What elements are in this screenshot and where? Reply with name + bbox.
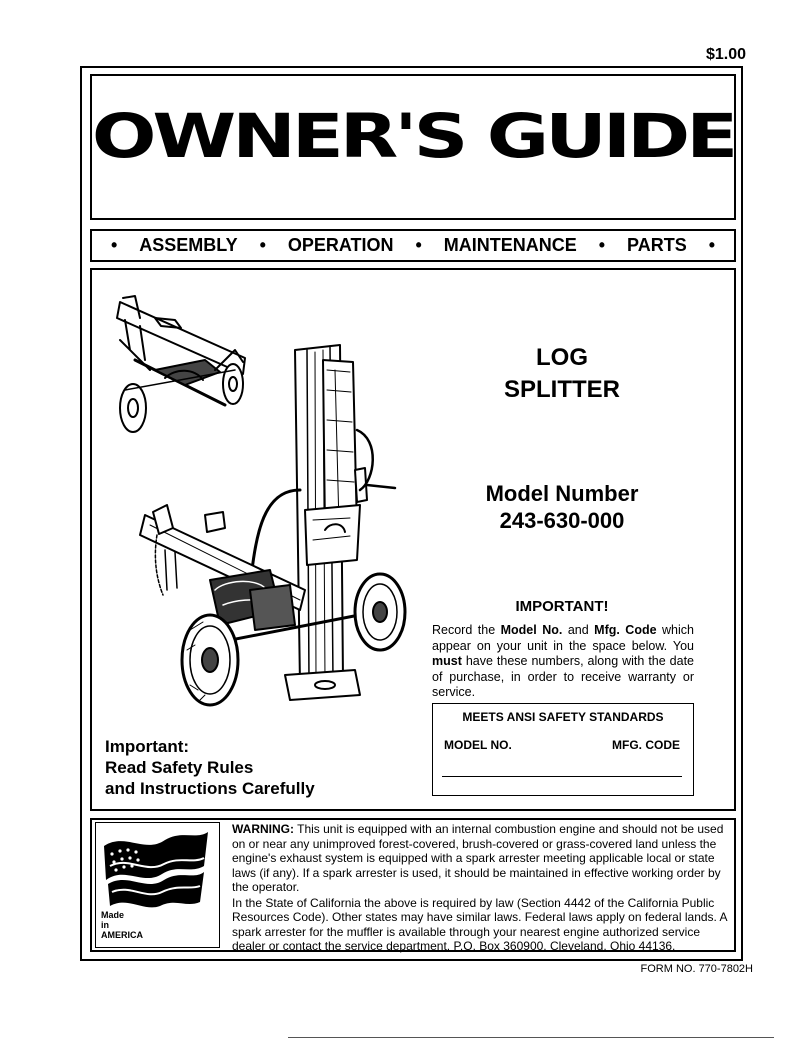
section-parts: PARTS xyxy=(627,235,687,255)
safety-note-line1: Important: xyxy=(105,737,190,756)
bullet: • xyxy=(110,235,118,255)
bullet: • xyxy=(259,235,266,255)
record-entry-line xyxy=(442,776,682,777)
made-line3: AMERICA xyxy=(101,930,143,940)
section-maintenance: MAINTENANCE xyxy=(443,235,577,255)
model-number-heading: Model Number xyxy=(485,481,639,506)
ansi-title: MEETS ANSI SAFETY STANDARDS xyxy=(462,710,664,724)
section-band xyxy=(90,229,736,262)
made-line1: Made xyxy=(101,910,125,920)
important-paragraph: Record the Model No. and Mfg. Code which appear on your unit in the space below. You must have these numbers, along with the date of purchase, in order to receive warranty or service. xyxy=(432,623,694,699)
section-assembly: ASSEMBLY xyxy=(139,235,238,255)
splitter-horizontal-inset xyxy=(117,296,245,432)
bullet: • xyxy=(708,235,715,255)
important-heading: IMPORTANT! xyxy=(515,598,609,615)
warning-text xyxy=(232,822,730,955)
safety-note-line2: Read Safety Rules xyxy=(105,758,254,777)
american-flag-icon xyxy=(100,826,212,910)
page-title: OWNER'S GUIDE xyxy=(91,100,735,172)
form-number: FORM NO. 770-7802H xyxy=(640,963,753,975)
bullet: • xyxy=(598,235,606,255)
safety-note-line3: and Instructions Carefully xyxy=(105,779,315,798)
model-no-label: MODEL NO. xyxy=(444,738,512,752)
made-line2: in xyxy=(101,920,109,930)
product-name-line1: LOG xyxy=(536,344,588,371)
warning-paragraph: WARNING: This unit is equipped with an internal combustion engine and should not be used on or near any unimproved forest-covered, brush-covered or grass-covered land unless the engine's exhaust system is equipped with a spark arrester meeting applicable local or state laws (if any). If a spark arrester is used, it should be maintained in effective working order by the operator. xyxy=(232,822,724,894)
bullet: • xyxy=(415,235,422,255)
section-operation: OPERATION xyxy=(287,235,394,255)
made-in-america xyxy=(101,910,143,940)
safety-note xyxy=(105,736,315,799)
price-label: $1.00 xyxy=(705,46,746,63)
mfg-code-label: MFG. CODE xyxy=(612,738,680,752)
scan-artifact-line xyxy=(288,1037,774,1038)
splitter-vertical-main xyxy=(140,345,405,705)
model-number-value: 243-630-000 xyxy=(499,508,625,533)
product-name-line2: SPLITTER xyxy=(503,376,620,403)
california-paragraph: In the State of California the above is required by law (Section 4442 of the California Public Resources Code). Other states may have similar laws. Federal laws apply on federal lands. A spark arrester for the muffler is available through your nearest engine authorized service dealer or contact the service department, P.O. Box 360900, Cleveland, Ohio 44136. xyxy=(232,895,727,953)
log-splitter-illustration xyxy=(95,290,425,720)
